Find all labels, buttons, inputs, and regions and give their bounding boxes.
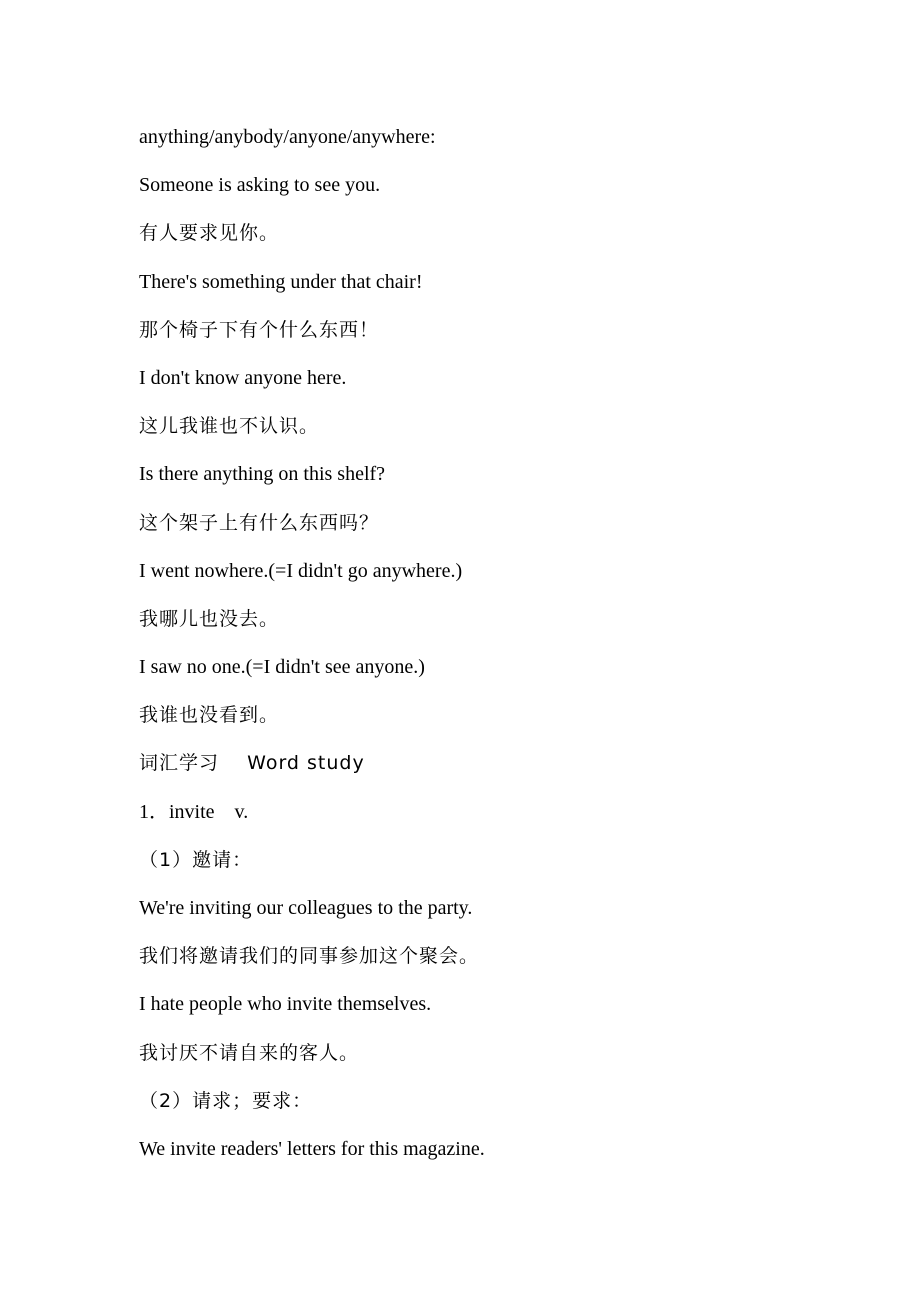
text-line-example-en: There's something under that chair!	[139, 270, 423, 293]
section-heading-word-study: 词汇学习 Word study	[139, 752, 365, 775]
text-line-example-en: We're inviting our colleagues to the party.	[139, 897, 473, 919]
text-line-translation-zh: 我讨厌不请自来的客人。	[139, 1041, 360, 1064]
text-line-example-en: We invite readers' letters for this magazine.	[139, 1137, 485, 1160]
text-line-example-en: I don't know anyone here.	[139, 366, 347, 389]
text-line-example-en: I hate people who invite themselves.	[139, 993, 432, 1016]
text-line-translation-zh: 这儿我谁也不认识。	[139, 415, 320, 438]
text-line-translation-zh: 这个架子上有什么东西吗？	[139, 511, 380, 534]
text-line-example-en: I went nowhere.(=I didn't go anywhere.)	[139, 559, 463, 582]
sense-heading-1: （1）邀请：	[139, 848, 253, 871]
text-line-translation-zh: 那个椅子下有个什么东西！	[139, 318, 380, 341]
text-line-translation-zh: 我哪儿也没去。	[139, 607, 280, 630]
text-line-example-en: I saw no one.(=I didn't see anyone.)	[139, 656, 425, 679]
text-line-translation-zh: 我们将邀请我们的同事参加这个聚会。	[139, 945, 480, 968]
text-line-translation-zh: 有人要求见你。	[139, 222, 280, 245]
sense-heading-2: （2）请求；要求：	[139, 1089, 313, 1112]
text-line-example-en: Is there anything on this shelf?	[139, 463, 386, 486]
vocab-entry-invite: 1．invite v.	[139, 800, 249, 823]
document-body	[139, 122, 839, 1182]
text-line-example-en: Someone is asking to see you.	[139, 174, 381, 197]
text-line-heading-pronouns: anything/anybody/anyone/anywhere:	[139, 126, 436, 148]
text-line-translation-zh: 我谁也没看到。	[139, 704, 280, 727]
